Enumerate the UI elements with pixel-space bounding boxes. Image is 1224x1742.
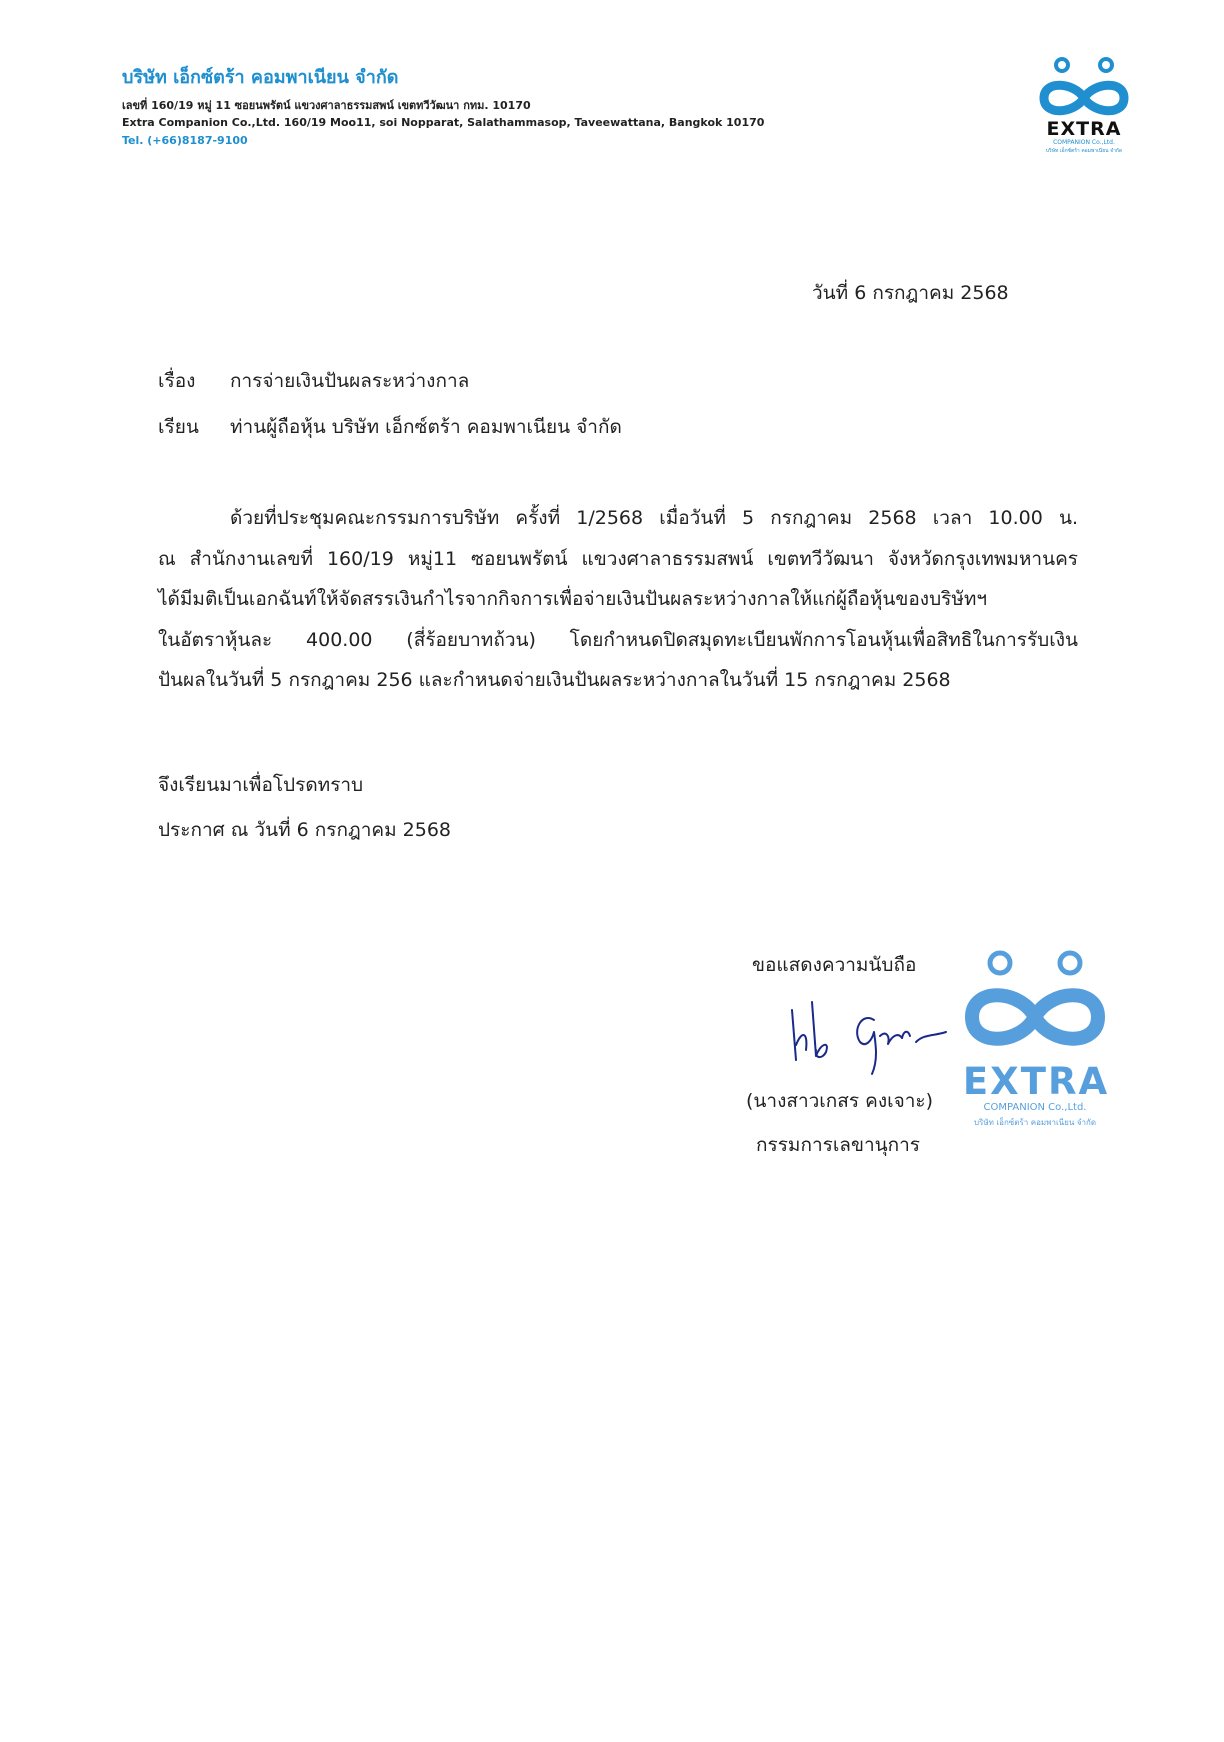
- company-logo-icon: [1030, 54, 1138, 174]
- closing-line: จึงเรียนมาเพื่อโปรดทราบ: [158, 774, 364, 796]
- signatory-name: (นางสาวเกสร คงเจาะ): [746, 1090, 934, 1112]
- body-paragraph: [158, 498, 1078, 701]
- subject-text: การจ่ายเงินปันผลระหว่างกาล: [230, 370, 470, 392]
- handwritten-signature: [782, 990, 952, 1078]
- signatory-position: กรรมการเลขานุการ: [756, 1134, 920, 1156]
- logo-subtitle: COMPANION Co.,Ltd.: [1053, 139, 1115, 146]
- letterhead-address-thai: เลขที่ 160/19 หมู่ 11 ซอยนพรัตน์ แขวงศาลาธรรมสพน์ เขตทวีวัฒนา กทม. 10170: [122, 99, 531, 112]
- body-line: ได้มีมติเป็นเอกฉันท์ให้จัดสรรเงินกำไรจากกิจการเพื่อจ่ายเงินปันผลระหว่างกาลให้แก่ผู้ถือหุ้นของบริษัทฯ: [158, 588, 988, 610]
- recipient-text: ท่านผู้ถือหุ้น บริษัท เอ็กซ์ตร้า คอมพาเนียน จำกัด: [230, 416, 622, 438]
- recipient-label: เรียน: [158, 416, 199, 438]
- stamp-subtitle: COMPANION Co.,Ltd.: [983, 1102, 1087, 1113]
- body-line: ปันผลในวันที่ 5 กรกฎาคม 256 และกำหนดจ่ายเงินปันผลระหว่างกาลในวันที่ 15 กรกฎาคม 2568: [158, 669, 951, 691]
- letterhead-telephone: Tel. (+66)8187-9100: [122, 134, 248, 147]
- letterhead-address-english: Extra Companion Co.,Ltd. 160/19 Moo11, soi Nopparat, Salathammasop, Taveewattana, Bangkok 10170: [122, 116, 765, 129]
- body-line: ณ สำนักงานเลขที่ 160/19 หมู่11 ซอยนพรัตน์ แขวงศาลาธรรมสพน์ เขตทวีวัฒนา จังหวัดกรุงเทพมหานคร: [158, 547, 1078, 570]
- stamp-wordmark: EXTRA: [962, 1060, 1110, 1103]
- stamp-subtitle-thai: บริษัท เอ็กซ์ตร้า คอมพาเนียน จำกัด: [973, 1118, 1097, 1127]
- subject-label: เรื่อง: [158, 370, 196, 392]
- announcement-date: ประกาศ ณ วันที่ 6 กรกฎาคม 2568: [158, 819, 452, 841]
- logo-wordmark: EXTRA: [1046, 118, 1122, 140]
- letterhead-company-name: บริษัท เอ็กซ์ตร้า คอมพาเนียน จำกัด: [122, 67, 399, 88]
- regards-text: ขอแสดงความนับถือ: [752, 954, 917, 976]
- body-line: ด้วยที่ประชุมคณะกรรมการบริษัท ครั้งที่ 1/2568 เมื่อวันที่ 5 กรกฎาคม 2568 เวลา 10.00 น.: [230, 507, 1078, 529]
- logo-subtitle-thai: บริษัท เอ็กซ์ตร้า คอมพาเนียน จำกัด: [1045, 148, 1123, 154]
- letter-date: วันที่ 6 กรกฎาคม 2568: [812, 282, 1009, 304]
- body-line: ในอัตราหุ้นละ 400.00 (สี่ร้อยบาทถ้วน) โดยกำหนดปิดสมุดทะเบียนพักการโอนหุ้นเพื่อสิทธิในการรับเงิน: [158, 628, 1078, 651]
